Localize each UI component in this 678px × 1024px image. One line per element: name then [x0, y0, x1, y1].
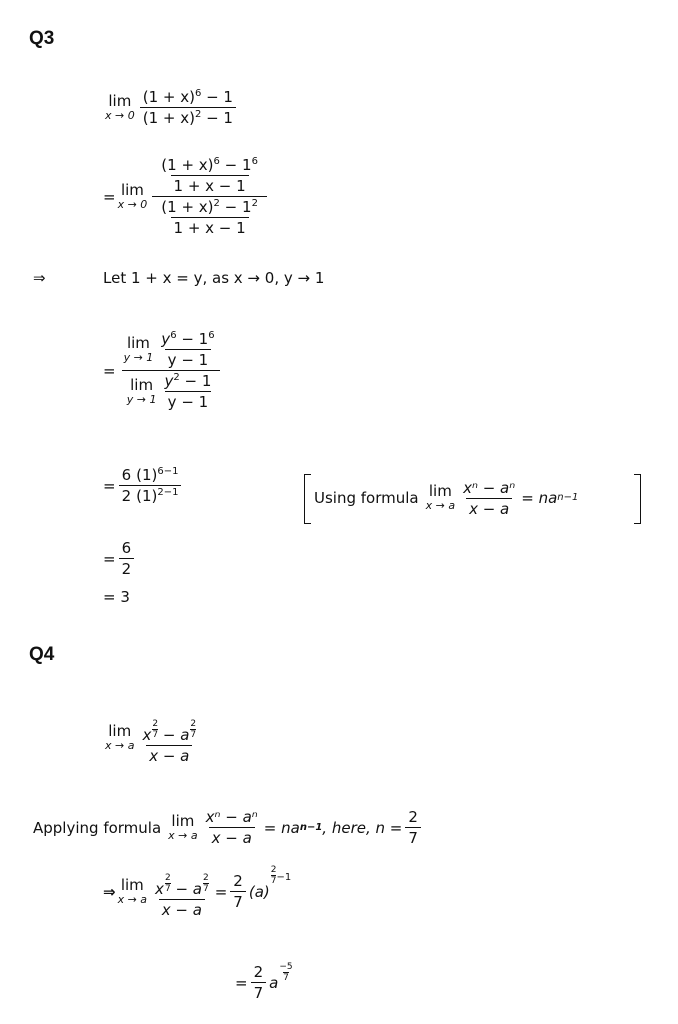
fraction: $\frac{\text{xⁿ − aⁿ}}{x - a}$ [205, 808, 258, 847]
q4-step-apply: ⇒ lim x → a x $\frac{2}{7}$ − a $\frac{2}{7}$ x − a = $\frac{2}{7}$ (a) 2 7 −1 [103, 865, 292, 919]
fraction: $\frac{2}{7}$ [405, 808, 421, 847]
q3-step-y [103, 330, 227, 411]
fraction: $\frac{\text{xⁿ − aⁿ}}{x - a}$ [463, 478, 516, 518]
substitution-text: Let 1 + x = y, as x → 0, y → 1 [103, 269, 325, 287]
limit-operator: lim x → a [105, 721, 135, 752]
right-bracket [634, 474, 641, 524]
equals: = [103, 187, 116, 206]
limit-operator: lim x → 0 [117, 180, 148, 211]
q4-original-limit [103, 710, 202, 765]
q3-substitution [33, 269, 324, 287]
fraction: $\frac{6}{2}$ [119, 539, 135, 578]
implies-symbol: ⇒ [103, 882, 116, 901]
fraction: $\frac{2}{7}$ [230, 872, 246, 911]
equals: = [214, 882, 228, 901]
q3-original-limit [103, 88, 239, 127]
q3-step-rewrite [103, 156, 270, 237]
fraction: $\frac{(1 + x)^6 - 1}{(1 + x)^2 - 1}$ [140, 88, 236, 127]
q3-step-simplify [103, 539, 137, 578]
q3-title: Q3 [29, 28, 55, 49]
limit-operator: lim x → 0 [105, 91, 135, 122]
limit-operator: lim x → a [425, 482, 456, 513]
q4-formula-note: Applying formula lim x → a $\frac{\text{xⁿ − aⁿ}}{x - a}$ = na n−1 , here, n = $\frac{2}{7}$ [33, 808, 424, 847]
fraction: x $\frac{2}{7}$ − a $\frac{2}{7}$ x − a [142, 719, 197, 765]
equals: = [103, 361, 116, 380]
q3-step-evaluate [103, 466, 184, 505]
implies-symbol: ⇒ [33, 269, 46, 287]
limit-operator: lim x → a [117, 875, 148, 906]
fraction: $\frac{6 (1)^{6-1}}{2 (1)^{2-1}}$ [119, 466, 182, 505]
left-bracket [304, 474, 311, 524]
compound-fraction: $\frac{\frac{(1 + x)^6 - 1^6}{1 + x - 1}}{\frac{(1 + x)^2 - 1^2}{1 + x - 1}}$ [152, 156, 267, 237]
equals: = [103, 476, 116, 495]
limit-operator: lim x → a [168, 811, 198, 842]
formula-label: Using formula [314, 489, 419, 507]
q4-answer: = $\frac{2}{7}$ a −5 7 [235, 962, 293, 1002]
equals: = [235, 973, 248, 992]
compound-fraction: lim y → 1 $\frac{y^6 - 1^6}{y - 1}$ lim y → 1 $\frac{y^2 - 1}{y - 1}$ [119, 330, 224, 411]
equals: = [103, 549, 116, 568]
formula-label: Applying formula [33, 818, 162, 837]
q3-formula-note: Using formula lim x → a $\frac{\text{xⁿ − aⁿ}}{x - a}$ = na n−1 [314, 478, 579, 518]
q4-title: Q4 [29, 644, 55, 665]
q3-answer: = 3 [103, 588, 130, 606]
fraction: x $\frac{2}{7}$ − a $\frac{2}{7}$ x − a [155, 873, 209, 919]
fraction: $\frac{2}{7}$ [251, 963, 267, 1002]
